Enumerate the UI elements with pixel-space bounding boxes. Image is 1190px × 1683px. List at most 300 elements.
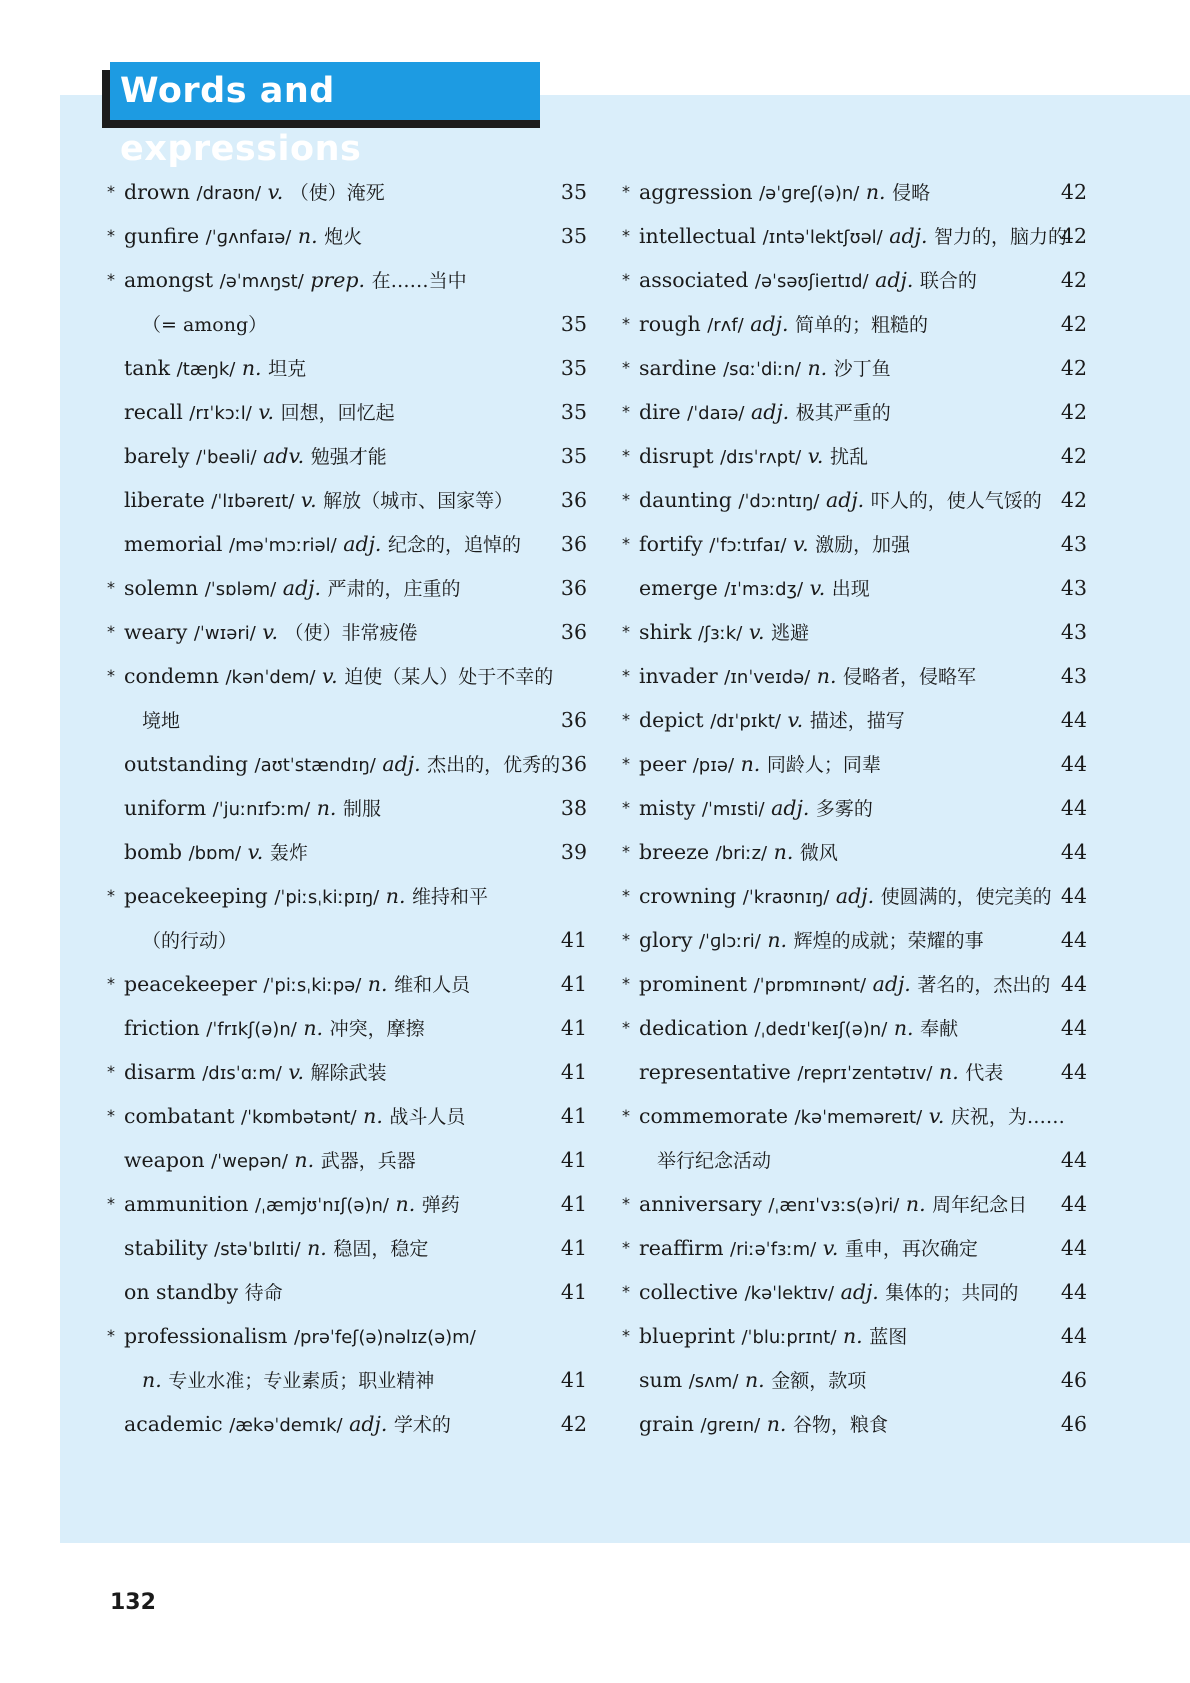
entry-word: emerge xyxy=(639,576,718,600)
entry-page-number: 41 xyxy=(560,1192,587,1216)
entry-page-number: 42 xyxy=(1060,180,1087,204)
entry-text xyxy=(124,1006,425,1052)
glossary-entry xyxy=(107,1314,587,1358)
entry-part-of-speech: n. xyxy=(363,1104,383,1128)
entry-part-of-speech: adj. xyxy=(349,1412,388,1436)
glossary-entry xyxy=(622,874,1087,918)
star-icon: * xyxy=(622,886,630,905)
entry-text xyxy=(124,1226,428,1272)
glossary-entry xyxy=(622,962,1087,1006)
entry-text xyxy=(639,962,1050,1008)
entry-text xyxy=(639,1270,1018,1316)
entry-text xyxy=(639,1182,1027,1228)
glossary-entry xyxy=(107,390,587,434)
star-icon: * xyxy=(622,490,630,509)
entry-part-of-speech: adv. xyxy=(263,444,305,468)
entry-part-of-speech: adj. xyxy=(750,312,789,336)
entry-part-of-speech: v. xyxy=(787,708,804,732)
entry-page-number: 36 xyxy=(560,576,587,600)
entry-pronunciation: /stəˈbɪlɪti/ xyxy=(214,1239,301,1260)
entry-page-number: 41 xyxy=(560,1280,587,1304)
entry-pronunciation: /ˈfɔːtɪfaɪ/ xyxy=(709,535,787,556)
entry-definition: 著名的，杰出的 xyxy=(917,974,1051,996)
entry-definition: 武器，兵器 xyxy=(320,1150,416,1172)
entry-pronunciation: /kəˈlektɪv/ xyxy=(744,1283,835,1304)
entry-definition: （使）淹死 xyxy=(289,182,385,204)
glossary-entry xyxy=(622,434,1087,478)
glossary-entry xyxy=(107,170,587,214)
entry-part-of-speech: v. xyxy=(748,620,765,644)
entry-definition: 沙丁鱼 xyxy=(833,358,891,380)
entry-page-number: 46 xyxy=(1060,1368,1087,1392)
entry-text xyxy=(639,170,930,216)
entry-pronunciation: /ˈmɪsti/ xyxy=(701,799,765,820)
entry-pronunciation: /ˈbluːprɪnt/ xyxy=(741,1327,837,1348)
star-icon: * xyxy=(622,754,630,773)
entry-page-number: 43 xyxy=(1060,620,1087,644)
star-icon: * xyxy=(622,358,630,377)
page-number: 132 xyxy=(110,1590,156,1615)
glossary-entry xyxy=(622,1358,1087,1402)
star-icon: * xyxy=(622,1018,630,1037)
entry-definition: 弹药 xyxy=(421,1194,460,1216)
entry-text xyxy=(639,830,838,876)
entry-part-of-speech: adj. xyxy=(343,532,382,556)
entry-definition: 使圆满的，使完美的 xyxy=(880,886,1052,908)
entry-definition: 辉煌的成就；荣耀的事 xyxy=(793,930,984,952)
entry-definition: 出现 xyxy=(831,578,870,600)
glossary-entry xyxy=(107,1050,587,1094)
entry-page-number: 35 xyxy=(560,180,587,204)
glossary-entry xyxy=(622,566,1087,610)
entry-definition: 侵略者，侵略军 xyxy=(843,666,977,688)
entry-pronunciation: /kəˈmeməreɪt/ xyxy=(794,1107,923,1128)
entry-definition: 微风 xyxy=(799,842,838,864)
entry-page-number: 41 xyxy=(560,1016,587,1040)
glossary-entry xyxy=(622,258,1087,302)
entry-part-of-speech: n. xyxy=(385,884,406,908)
entry-pronunciation: /əˈmʌŋst/ xyxy=(219,271,304,292)
entry-page-number: 35 xyxy=(560,444,587,468)
entry-pronunciation: /prəˈfeʃ(ə)nəlɪz(ə)m/ xyxy=(293,1327,476,1348)
entry-page-number: 41 xyxy=(560,1236,587,1260)
entry-pronunciation: /tæŋk/ xyxy=(176,359,236,380)
entry-definition: 激励，加强 xyxy=(815,534,911,556)
star-icon: * xyxy=(622,622,630,641)
entry-pronunciation: /ˈpiːsˌkiːpɪŋ/ xyxy=(274,887,380,908)
entry-pronunciation: /rɪˈkɔːl/ xyxy=(189,403,252,424)
entry-text xyxy=(639,918,984,964)
entry-page-number: 39 xyxy=(560,840,587,864)
entry-page-number: 44 xyxy=(1060,1280,1087,1304)
entry-part-of-speech: adj. xyxy=(771,796,810,820)
entry-word: breeze xyxy=(639,840,710,864)
glossary-entry xyxy=(107,1226,587,1270)
entry-definition: 侵略 xyxy=(892,182,931,204)
entry-part-of-speech: v. xyxy=(288,1060,304,1084)
glossary-entry xyxy=(622,830,1087,874)
entry-page-number: 36 xyxy=(560,620,587,644)
glossary-entry xyxy=(107,1138,587,1182)
entry-part-of-speech: v. xyxy=(322,664,338,688)
entry-part-of-speech: n. xyxy=(744,1368,765,1392)
entry-word: representative xyxy=(639,1060,791,1084)
entry-pronunciation: /draʊn/ xyxy=(196,183,262,204)
entry-pronunciation: /ˌdedɪˈkeɪʃ(ə)n/ xyxy=(754,1019,888,1040)
entry-page-number: 44 xyxy=(1060,972,1087,996)
entry-part-of-speech: n. xyxy=(241,356,262,380)
entry-part-of-speech: adj. xyxy=(889,224,928,248)
entry-pronunciation: /ˈfrɪkʃ(ə)n/ xyxy=(206,1019,297,1040)
entry-word: gunfire xyxy=(124,224,200,248)
entry-definition: 庆祝，为…… xyxy=(950,1106,1065,1128)
entry-definition: 极其严重的 xyxy=(795,402,891,424)
glossary-entry xyxy=(622,742,1087,786)
entry-pronunciation: /bɒm/ xyxy=(188,843,242,864)
entry-definition: 稳固，稳定 xyxy=(333,1238,429,1260)
entry-pronunciation: /ˈdaɪə/ xyxy=(687,403,745,424)
entry-definition: 迫使（某人）处于不幸的 xyxy=(344,666,554,688)
entry-text xyxy=(639,1006,958,1052)
entry-definition: 回想，回忆起 xyxy=(280,402,395,424)
entry-text xyxy=(639,1314,907,1360)
glossary-entry xyxy=(107,522,587,566)
entry-text xyxy=(124,170,385,216)
glossary-entry xyxy=(107,566,587,610)
entry-part-of-speech: adj. xyxy=(875,268,914,292)
entry-word: dedication xyxy=(639,1016,748,1040)
star-icon: * xyxy=(622,182,630,201)
glossary-entry xyxy=(107,742,587,786)
entry-part-of-speech: n. xyxy=(297,224,318,248)
entry-pronunciation: /ˈsɒləm/ xyxy=(204,579,277,600)
entry-word: collective xyxy=(639,1280,739,1304)
entry-page-number: 43 xyxy=(1060,664,1087,688)
entry-word: peacekeeper xyxy=(124,972,257,996)
entry-part-of-speech: v. xyxy=(809,576,826,600)
entry-definition: 维和人员 xyxy=(394,974,471,996)
entry-pronunciation: /ˈkraʊnɪŋ/ xyxy=(742,887,830,908)
entry-word: recall xyxy=(124,400,183,424)
entry-word: drown xyxy=(124,180,191,204)
entry-word: friction xyxy=(124,1016,200,1040)
entry-pronunciation: /ˌæmjʊˈnɪʃ(ə)n/ xyxy=(254,1195,389,1216)
entry-pronunciation: /kənˈdem/ xyxy=(225,667,316,688)
entry-word: peacekeeping xyxy=(124,884,268,908)
glossary-entry xyxy=(107,1182,587,1226)
entry-part-of-speech: v. xyxy=(247,840,264,864)
entry-word: peer xyxy=(639,752,687,776)
entry-page-number: 42 xyxy=(1060,224,1087,248)
entry-part-of-speech: n. xyxy=(865,180,886,204)
entry-page-number: 44 xyxy=(1060,752,1087,776)
glossary-entry-continuation xyxy=(107,918,587,962)
star-icon: * xyxy=(107,974,115,993)
entry-pronunciation: /ˈbeəli/ xyxy=(195,447,257,468)
entry-word: depict xyxy=(639,708,704,732)
entry-page-number: 44 xyxy=(1060,1192,1087,1216)
entry-word: crowning xyxy=(639,884,737,908)
entry-page-number: 35 xyxy=(560,224,587,248)
entry-page-number: 44 xyxy=(1060,928,1087,952)
entry-word: bomb xyxy=(124,840,183,864)
entry-page-number: 41 xyxy=(560,1104,587,1128)
entry-page-number: 44 xyxy=(1060,708,1087,732)
entry-pronunciation: /ˈjuːnɪfɔːm/ xyxy=(212,799,311,820)
entry-word: condemn xyxy=(124,664,219,688)
entry-page-number: 44 xyxy=(1060,1324,1087,1348)
star-icon: * xyxy=(622,446,630,465)
glossary-column-right xyxy=(622,170,1087,1446)
entry-pronunciation: /ækəˈdemɪk/ xyxy=(229,1415,343,1436)
star-icon: * xyxy=(107,1106,115,1125)
entry-word: commemorate xyxy=(639,1104,789,1128)
entry-word: on standby xyxy=(124,1280,239,1304)
entry-text xyxy=(142,698,180,743)
entry-word: daunting xyxy=(639,488,732,512)
entry-part-of-speech: n. xyxy=(316,796,337,820)
entry-word: tank xyxy=(124,356,171,380)
entry-text xyxy=(124,1402,451,1448)
glossary-entry xyxy=(622,302,1087,346)
entry-word: shirk xyxy=(639,620,692,644)
entry-page-number: 36 xyxy=(560,488,587,512)
entry-page-number: 43 xyxy=(1060,576,1087,600)
entry-part-of-speech: v. xyxy=(792,532,809,556)
star-icon: * xyxy=(622,798,630,817)
glossary-entry xyxy=(622,478,1087,522)
entry-pronunciation: /ˈkɒmbətənt/ xyxy=(241,1107,357,1128)
entry-text xyxy=(142,302,267,347)
star-icon: * xyxy=(622,666,630,685)
entry-definition: 集体的；共同的 xyxy=(885,1282,1019,1304)
entry-word: liberate xyxy=(124,488,205,512)
entry-definition: 简单的；粗糙的 xyxy=(795,314,929,336)
entry-word: aggression xyxy=(639,180,753,204)
entry-part-of-speech: n. xyxy=(816,664,837,688)
entry-definition: 冲突，摩擦 xyxy=(329,1018,425,1040)
entry-text xyxy=(124,214,362,260)
entry-word: academic xyxy=(124,1412,223,1436)
star-icon: * xyxy=(107,886,115,905)
star-icon: * xyxy=(622,314,630,333)
entry-word: combatant xyxy=(124,1104,235,1128)
star-icon: * xyxy=(107,182,115,201)
entry-part-of-speech: adj. xyxy=(750,400,790,424)
entry-pronunciation: /ˈdɔːntɪŋ/ xyxy=(738,491,820,512)
entry-pronunciation: /ˈprɒmɪnənt/ xyxy=(753,975,867,996)
entry-text xyxy=(124,522,521,568)
entry-word: disrupt xyxy=(639,444,714,468)
entry-definition: 联合的 xyxy=(919,270,977,292)
entry-word: professionalism xyxy=(124,1324,288,1348)
star-icon: * xyxy=(107,578,115,597)
entry-part-of-speech: n. xyxy=(767,928,788,952)
entry-part-of-speech: n. xyxy=(303,1016,324,1040)
entry-definition: 扰乱 xyxy=(829,446,868,468)
entry-definition: 智力的，脑力的 xyxy=(934,226,1068,248)
star-icon: * xyxy=(107,1062,115,1081)
entry-text xyxy=(639,390,891,436)
entry-page-number: 42 xyxy=(1060,400,1087,424)
entry-text xyxy=(639,478,1042,524)
entry-text xyxy=(124,786,381,832)
entry-page-number: 44 xyxy=(1060,1016,1087,1040)
entry-page-number: 36 xyxy=(560,708,587,732)
entry-definition: 奉献 xyxy=(920,1018,959,1040)
entry-text xyxy=(639,874,1052,920)
glossary-entry xyxy=(107,214,587,258)
entry-part-of-speech: adj. xyxy=(382,752,421,776)
entry-definition: 谷物，粮食 xyxy=(792,1414,888,1436)
entry-page-number: 36 xyxy=(560,752,587,776)
entry-definition: （的行动） xyxy=(142,930,238,952)
entry-page-number: 44 xyxy=(1060,840,1087,864)
entry-pronunciation: /ɪnˈveɪdə/ xyxy=(724,667,811,688)
glossary-entry xyxy=(107,962,587,1006)
entry-definition: 严肃的，庄重的 xyxy=(327,578,461,600)
star-icon: * xyxy=(622,226,630,245)
entry-text xyxy=(124,1314,476,1360)
entry-definition: 同龄人；同辈 xyxy=(766,754,881,776)
entry-definition: 制服 xyxy=(342,798,381,820)
entry-definition: 炮火 xyxy=(324,226,363,248)
entry-definition: 解除武装 xyxy=(310,1062,387,1084)
entry-page-number: 44 xyxy=(1060,1060,1087,1084)
star-icon: * xyxy=(107,1326,115,1345)
entry-part-of-speech: v. xyxy=(300,488,317,512)
entry-definition: 在……当中 xyxy=(371,270,467,292)
entry-word: intellectual xyxy=(639,224,757,248)
entry-word: outstanding xyxy=(124,752,248,776)
entry-text xyxy=(124,874,488,920)
entry-word: sardine xyxy=(639,356,717,380)
entry-pronunciation: /dɪˈpɪkt/ xyxy=(710,711,781,732)
entry-page-number: 36 xyxy=(560,532,587,556)
entry-page-number: 42 xyxy=(560,1412,587,1436)
entry-word: prominent xyxy=(639,972,748,996)
entry-page-number: 41 xyxy=(560,1148,587,1172)
entry-definition: 学术的 xyxy=(393,1414,451,1436)
entry-part-of-speech: n. xyxy=(893,1016,914,1040)
entry-pronunciation: /ˈpiːsˌkiːpə/ xyxy=(263,975,362,996)
entry-word: disarm xyxy=(124,1060,196,1084)
glossary-entry xyxy=(622,1006,1087,1050)
entry-text xyxy=(639,258,977,304)
entry-part-of-speech: n. xyxy=(773,840,794,864)
entry-pronunciation: /riːəˈfɜːm/ xyxy=(730,1239,817,1260)
star-icon: * xyxy=(107,226,115,245)
entry-text xyxy=(639,1050,1003,1096)
entry-part-of-speech: n. xyxy=(905,1192,926,1216)
entry-pronunciation: /aʊtˈstændɪŋ/ xyxy=(254,755,376,776)
glossary-entry xyxy=(622,610,1087,654)
entry-part-of-speech: v. xyxy=(262,620,278,644)
entry-pronunciation: /dɪsˈɑːm/ xyxy=(202,1063,282,1084)
entry-text xyxy=(124,566,461,612)
glossary-entry xyxy=(622,698,1087,742)
glossary-entry xyxy=(622,1270,1087,1314)
entry-page-number: 35 xyxy=(560,356,587,380)
glossary-entry xyxy=(107,830,587,874)
entry-pronunciation: /əˈɡreʃ(ə)n/ xyxy=(759,183,860,204)
entry-text xyxy=(124,434,387,480)
glossary-column-left xyxy=(107,170,587,1446)
glossary-entry xyxy=(622,1050,1087,1094)
entry-page-number: 41 xyxy=(560,1060,587,1084)
entry-pronunciation: /ɪˈmɜːdʒ/ xyxy=(724,579,804,600)
glossary-entry xyxy=(622,1094,1087,1138)
entry-page-number: 42 xyxy=(1060,356,1087,380)
glossary-entry xyxy=(622,654,1087,698)
entry-part-of-speech: adj. xyxy=(282,576,321,600)
entry-word: rough xyxy=(639,312,701,336)
entry-text xyxy=(124,346,306,392)
entry-text xyxy=(639,1358,866,1404)
entry-text xyxy=(639,698,905,744)
entry-definition: 重申，再次确定 xyxy=(844,1238,978,1260)
entry-text xyxy=(124,654,553,700)
entry-definition: 金额，款项 xyxy=(771,1370,867,1392)
glossary-entry xyxy=(622,170,1087,214)
entry-text xyxy=(639,522,910,568)
star-icon: * xyxy=(622,1106,630,1125)
glossary-entry xyxy=(107,786,587,830)
entry-page-number: 42 xyxy=(1060,488,1087,512)
glossary-entry xyxy=(107,1006,587,1050)
entry-definition: （= among） xyxy=(142,314,268,336)
entry-word: grain xyxy=(639,1412,694,1436)
glossary-entry xyxy=(622,786,1087,830)
entry-text xyxy=(124,610,418,656)
entry-text xyxy=(142,1358,434,1403)
glossary-entry xyxy=(622,1182,1087,1226)
glossary-entry xyxy=(622,1402,1087,1446)
glossary-entry xyxy=(622,390,1087,434)
glossary-entry-continuation xyxy=(107,698,587,742)
star-icon: * xyxy=(622,1282,630,1301)
entry-pronunciation: /ɪntəˈlektʃʊəl/ xyxy=(762,227,883,248)
star-icon: * xyxy=(107,1194,115,1213)
star-icon: * xyxy=(622,1194,630,1213)
glossary-entry xyxy=(622,1226,1087,1270)
entry-text xyxy=(639,786,873,832)
entry-definition: 待命 xyxy=(244,1282,283,1304)
entry-part-of-speech: n. xyxy=(740,752,761,776)
entry-page-number: 42 xyxy=(1060,268,1087,292)
star-icon: * xyxy=(622,710,630,729)
entry-definition: 维持和平 xyxy=(412,886,489,908)
entry-text xyxy=(124,390,395,436)
section-title: Words and expressions xyxy=(110,62,540,120)
glossary-entry xyxy=(107,258,587,302)
entry-page-number: 41 xyxy=(560,1368,587,1392)
entry-pronunciation: /ˌænɪˈvɜːs(ə)ri/ xyxy=(768,1195,900,1216)
entry-text xyxy=(639,346,891,392)
entry-definition: 周年纪念日 xyxy=(932,1194,1028,1216)
star-icon: * xyxy=(622,930,630,949)
glossary-entry xyxy=(107,346,587,390)
entry-definition: 描述，描写 xyxy=(809,710,905,732)
star-icon: * xyxy=(622,1326,630,1345)
entry-definition: （使）非常疲倦 xyxy=(284,622,418,644)
entry-definition: 代表 xyxy=(965,1062,1004,1084)
star-icon: * xyxy=(107,622,115,641)
entry-page-number: 41 xyxy=(560,972,587,996)
entry-text xyxy=(639,214,1067,260)
entry-pronunciation: /əˈsəʊʃieɪtɪd/ xyxy=(754,271,869,292)
entry-part-of-speech: n. xyxy=(294,1148,315,1172)
